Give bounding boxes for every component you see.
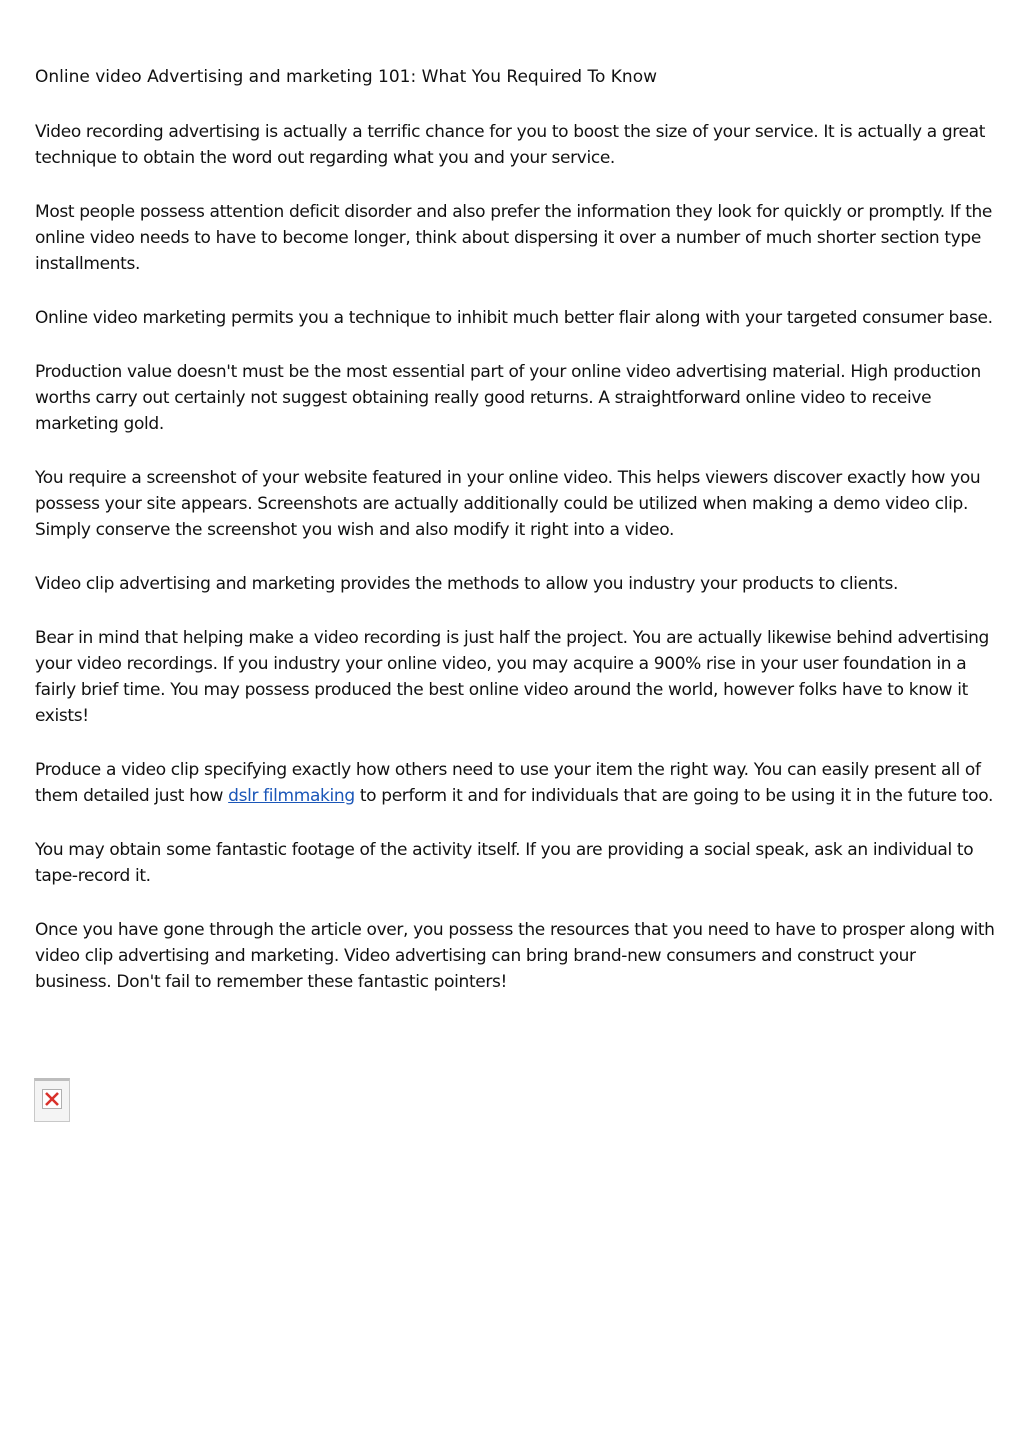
broken-image-placeholder (34, 1078, 70, 1122)
paragraph-8-after-link: to perform it and for individuals that are going to be using it in the future too. (354, 786, 994, 806)
paragraph-2: Most people possess attention deficit disorder and also prefer the information they look for quickly or promptly. If the online video needs to have to become longer, think about dispersing it over a number of much shorter section type installments. (35, 202, 993, 274)
broken-image-icon (42, 1089, 62, 1109)
paragraph-3: Online video marketing permits you a technique to inhibit much better flair along with your targeted consumer base. (35, 308, 993, 328)
paragraph-8-before-link: Produce a video clip specifying exactly how others need to use your item the right way. You can easily present all of them detailed just how (35, 760, 981, 806)
paragraph-1: Video recording advertising is actually a terrific chance for you to boost the size of your service. It is actually a great technique to obtain the word out regarding what you and your service. (35, 122, 986, 168)
paragraph-6: Video clip advertising and marketing provides the methods to allow you industry your products to clients. (35, 574, 899, 594)
paragraph-7: Bear in mind that helping make a video recording is just half the project. You are actually likewise behind advertising your video recordings. If you industry your online video, you may acquire a 900% rise in your user foundation in a fairly brief time. You may possess produced the best online video around the world, however folks have to know it exists! (35, 628, 989, 726)
paragraph-8 (35, 757, 995, 809)
document-body (35, 64, 995, 1023)
document-title: Online video Advertising and marketing 101: What You Required To Know (35, 67, 658, 87)
dslr-filmmaking-link[interactable]: dslr filmmaking (228, 786, 355, 806)
paragraph-10: Once you have gone through the article over, you possess the resources that you need to have to prosper along with video clip advertising and marketing. Video advertising can bring brand-new consumers and construct your business. Don't fail to remember these fantastic pointers! (35, 920, 995, 992)
paragraph-5: You require a screenshot of your website featured in your online video. This helps viewers discover exactly how you possess your site appears. Screenshots are actually additionally could be utilized when making a demo video clip. Simply conserve the screenshot you wish and also modify it right into a video. (35, 468, 981, 540)
paragraph-9: You may obtain some fantastic footage of the activity itself. If you are providing a social speak, ask an individual to tape-record it. (35, 840, 974, 886)
paragraph-4: Production value doesn't must be the most essential part of your online video advertising material. High production worths carry out certainly not suggest obtaining really good returns. A straightforward online video to receive marketing gold. (35, 362, 981, 434)
